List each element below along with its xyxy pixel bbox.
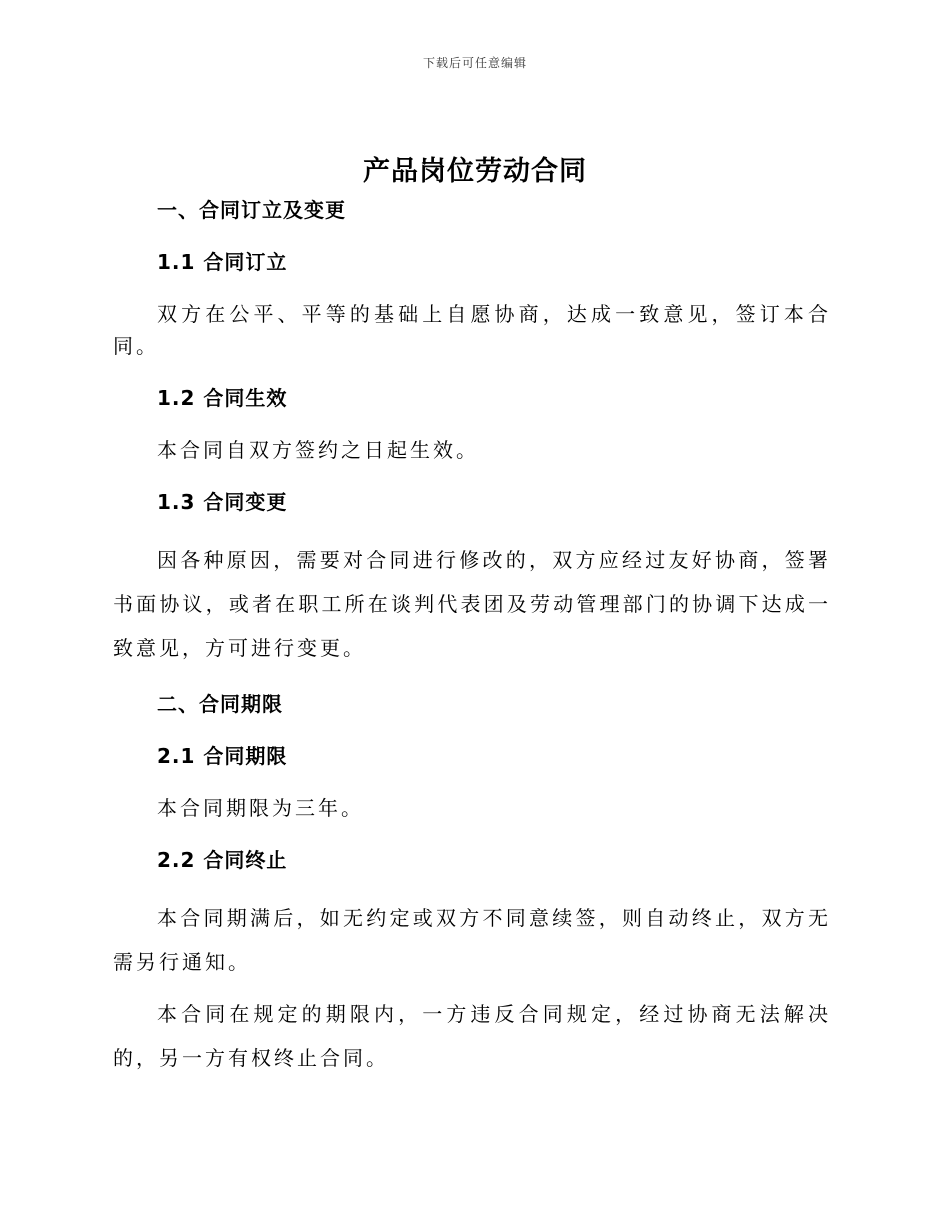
document-title: 产品岗位劳动合同 bbox=[363, 156, 587, 187]
subsection-heading-2-1: 2.1 合同期限 bbox=[157, 744, 288, 768]
paragraph-1-3: 因各种原因，需要对合同进行修改的，双方应经过友好协商，签署书面协议，或者在职工所在谈判代表团及劳动管理部门的协调下达成一致意见，方可进行变更。 bbox=[113, 548, 831, 660]
paragraph-2-2-a: 本合同期满后，如无约定或双方不同意续签，则自动终止，双方无需另行通知。 bbox=[113, 906, 831, 974]
document-body bbox=[113, 194, 831, 1088]
subsection-heading-2-2: 2.2 合同终止 bbox=[157, 848, 288, 872]
paragraph-2-2-b: 本合同在规定的期限内，一方违反合同规定，经过协商无法解决的，另一方有权终止合同。 bbox=[113, 1002, 831, 1070]
section-heading-2: 二、合同期限 bbox=[157, 692, 283, 716]
paragraph-2-1: 本合同期限为三年。 bbox=[157, 796, 364, 820]
section-heading-1: 一、合同订立及变更 bbox=[157, 198, 346, 222]
subsection-heading-1-1: 1.1 合同订立 bbox=[157, 250, 288, 274]
subsection-heading-1-3: 1.3 合同变更 bbox=[157, 490, 288, 514]
subsection-heading-1-2: 1.2 合同生效 bbox=[157, 386, 288, 410]
paragraph-1-1: 双方在公平、平等的基础上自愿协商，达成一致意见，签订本合同。 bbox=[113, 302, 831, 358]
page-header-note: 下载后可任意编辑 bbox=[422, 56, 527, 70]
paragraph-1-2: 本合同自双方签约之日起生效。 bbox=[157, 438, 479, 462]
